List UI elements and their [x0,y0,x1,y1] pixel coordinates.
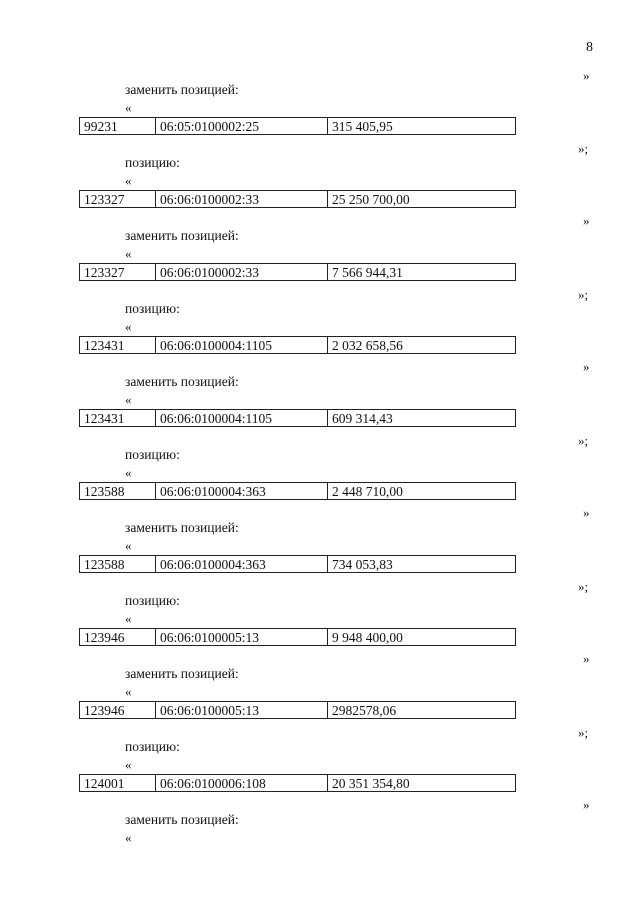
row-id: 123327 [80,264,156,280]
closing-quote: » [583,797,590,812]
row-value: 7 566 944,31 [332,265,403,280]
row-value: 609 314,43 [332,411,393,426]
opening-quote: « [125,100,132,115]
table-row [79,628,516,646]
table-row [79,555,516,573]
closing-quote-semicolon: »; [578,725,589,740]
replace-label: заменить позицией: [125,520,239,535]
closing-quote: » [583,213,590,228]
row-id: 124001 [80,775,156,791]
row-value: 2 032 658,56 [332,338,403,353]
row-cadastral-number: 06:06:0100002:33 [156,264,328,280]
row-id: 123946 [80,702,156,718]
replace-label: заменить позицией: [125,228,239,243]
table-row [79,482,516,500]
replace-label: заменить позицией: [125,374,239,389]
closing-quote: » [583,651,590,666]
row-id: 123588 [80,483,156,499]
closing-quote-semicolon: »; [578,433,589,448]
table-row [79,117,516,135]
row-value: 20 351 354,80 [332,776,410,791]
row-cadastral-number: 06:05:0100002:25 [156,118,328,134]
opening-quote: « [125,684,132,699]
position-label: позицию: [125,447,180,462]
table-row [79,701,516,719]
closing-quote: » [583,359,590,374]
position-label: позицию: [125,739,180,754]
row-cadastral-number: 06:06:0100004:1105 [156,337,328,353]
row-cadastral-number: 06:06:0100005:13 [156,629,328,645]
closing-quote-semicolon: »; [578,287,589,302]
row-value: 2 448 710,00 [332,484,403,499]
row-value: 25 250 700,00 [332,192,410,207]
position-label: позицию: [125,155,180,170]
closing-quote-semicolon: »; [578,141,589,156]
closing-quote: » [583,68,590,83]
table-row [79,263,516,281]
table-row [79,409,516,427]
row-value: 2982578,06 [332,703,397,718]
opening-quote: « [125,538,132,553]
row-id: 123431 [80,337,156,353]
row-id: 123327 [80,191,156,207]
row-id: 123946 [80,629,156,645]
position-label: позицию: [125,301,180,316]
replace-label: заменить позицией: [125,812,239,827]
row-value: 315 405,95 [332,119,393,134]
closing-quote-semicolon: »; [578,579,589,594]
row-cadastral-number: 06:06:0100004:1105 [156,410,328,426]
position-label: позицию: [125,593,180,608]
row-cadastral-number: 06:06:0100004:363 [156,556,328,572]
row-value: 9 948 400,00 [332,630,403,645]
replace-label: заменить позицией: [125,666,239,681]
row-cadastral-number: 06:06:0100004:363 [156,483,328,499]
row-cadastral-number: 06:06:0100002:33 [156,191,328,207]
row-id: 99231 [80,118,156,134]
closing-quote: » [583,505,590,520]
replace-label: заменить позицией: [125,82,239,97]
table-row [79,774,516,792]
row-value: 734 053,83 [332,557,393,572]
opening-quote: « [125,757,132,772]
row-cadastral-number: 06:06:0100006:108 [156,775,328,791]
row-cadastral-number: 06:06:0100005:13 [156,702,328,718]
opening-quote: « [125,246,132,261]
opening-quote: « [125,465,132,480]
row-id: 123588 [80,556,156,572]
page-number: 8 [586,40,593,55]
table-row [79,190,516,208]
row-id: 123431 [80,410,156,426]
opening-quote: « [125,173,132,188]
table-row [79,336,516,354]
opening-quote: « [125,392,132,407]
opening-quote: « [125,611,132,626]
opening-quote: « [125,319,132,334]
opening-quote: « [125,830,132,845]
